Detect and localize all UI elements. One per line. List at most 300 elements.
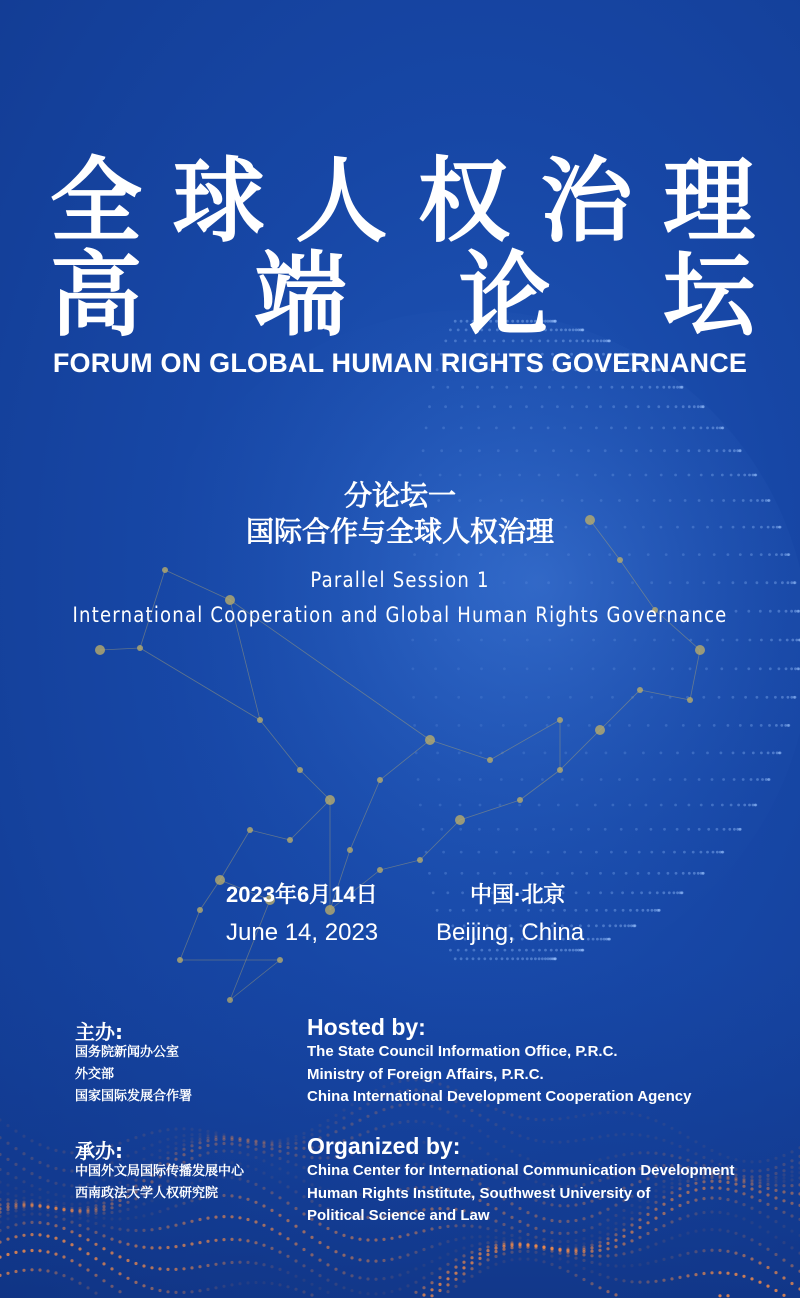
wave-dot	[374, 1260, 377, 1263]
wave-dot	[582, 1250, 585, 1253]
wave-dot	[718, 1271, 721, 1274]
wave-dot	[662, 1153, 665, 1156]
wave-dot	[126, 1277, 129, 1280]
globe-dot	[552, 828, 555, 831]
wave-dot	[470, 1141, 473, 1144]
wave-dot	[294, 1207, 297, 1210]
network-node	[257, 717, 263, 723]
globe-dot	[693, 405, 696, 408]
wave-dot	[262, 1142, 265, 1145]
wave-dot	[382, 1125, 385, 1128]
globe-dot	[541, 405, 544, 408]
globe-dot	[676, 386, 679, 389]
globe-dot	[787, 724, 790, 727]
date-en: June 14, 2023	[226, 919, 379, 946]
globe-dot	[628, 804, 631, 807]
wave-dot	[190, 1266, 193, 1269]
host-en: Ministry of Foreign Affairs, P.R.C.	[307, 1065, 544, 1083]
globe-dot	[649, 386, 652, 389]
wave-dot	[622, 1153, 625, 1156]
globe-dot	[479, 804, 482, 807]
wave-dot	[238, 1139, 241, 1142]
network-node	[637, 687, 643, 693]
wave-dot	[190, 1140, 193, 1143]
wave-dot	[630, 1152, 633, 1155]
globe-dot	[440, 828, 443, 831]
wave-dot	[262, 1244, 265, 1247]
wave-dot	[102, 1224, 105, 1227]
wave-dot	[38, 1161, 41, 1164]
wave-dot	[14, 1176, 17, 1179]
globe-dot	[716, 427, 719, 430]
wave-dot	[334, 1283, 337, 1286]
globe-dot	[722, 778, 725, 781]
wave-dot	[542, 1238, 545, 1241]
globe-dot	[624, 752, 627, 755]
wave-dot	[742, 1235, 745, 1238]
wave-dot	[654, 1260, 657, 1263]
wave-dot	[518, 1154, 521, 1157]
wave-dot	[670, 1237, 673, 1240]
globe-dot	[532, 949, 535, 952]
wave-dot	[766, 1248, 769, 1251]
globe-dot	[647, 909, 650, 912]
wave-dot	[6, 1158, 9, 1161]
wave-dot	[350, 1274, 353, 1277]
globe-dot	[588, 724, 591, 727]
network-node	[377, 777, 383, 783]
wave-dot	[174, 1147, 177, 1150]
wave-dot	[590, 1254, 593, 1257]
globe-dot	[794, 610, 797, 613]
wave-dot	[622, 1252, 625, 1255]
globe-dot	[599, 405, 602, 408]
wave-dot	[70, 1214, 73, 1217]
session-en-theme: International Cooperation and Global Human Rights Governance	[72, 603, 728, 627]
wave-dot	[150, 1228, 153, 1231]
wave-dot	[630, 1112, 633, 1115]
wave-dot	[246, 1281, 249, 1284]
wave-dot	[614, 1155, 617, 1158]
wave-dot	[550, 1239, 553, 1242]
globe-dot	[660, 804, 663, 807]
wave-dot	[470, 1236, 473, 1239]
globe-dot	[748, 804, 751, 807]
globe-dot	[497, 449, 500, 452]
wave-dot	[214, 1286, 217, 1289]
globe-dot	[564, 752, 567, 755]
wave-dot	[246, 1180, 249, 1183]
wave-dot	[270, 1265, 273, 1268]
wave-dot	[782, 1259, 785, 1262]
wave-dot	[686, 1136, 689, 1139]
wave-dot	[54, 1182, 57, 1185]
wave-dot	[438, 1256, 441, 1259]
wave-dot	[334, 1250, 337, 1253]
globe-dot	[564, 949, 567, 952]
wave-dot	[526, 1137, 529, 1140]
wave-dot	[782, 1225, 785, 1228]
network-link	[180, 910, 200, 960]
globe-dot	[650, 449, 653, 452]
globe-dot	[676, 891, 679, 894]
globe-dot	[460, 851, 463, 854]
wave-dot	[142, 1147, 145, 1150]
globe-dot	[769, 667, 772, 670]
wave-dot	[206, 1288, 209, 1291]
wave-dot	[510, 1234, 513, 1237]
organizer-en: Political Science and Law	[307, 1207, 490, 1224]
wave-dot	[62, 1169, 65, 1172]
globe-dot	[458, 778, 461, 781]
globe-dot	[631, 386, 634, 389]
wave-dot	[502, 1237, 505, 1240]
wave-dot	[70, 1277, 73, 1280]
network-node	[297, 767, 303, 773]
globe-dot	[437, 778, 440, 781]
wave-dot	[46, 1208, 49, 1211]
wave-dot	[182, 1139, 185, 1142]
globe-dot	[619, 924, 622, 927]
wave-dot	[470, 1251, 473, 1254]
wave-dot	[166, 1138, 169, 1141]
globe-dot	[594, 804, 597, 807]
wave-dot	[662, 1279, 665, 1282]
globe-dot	[749, 639, 752, 642]
globe-dot	[425, 427, 428, 430]
globe-dot	[775, 724, 778, 727]
wave-dot	[638, 1263, 641, 1266]
globe-dot	[733, 778, 736, 781]
wave-dot	[6, 1226, 9, 1229]
wave-dot	[102, 1212, 105, 1215]
wave-dot	[758, 1211, 761, 1214]
wave-dot	[734, 1232, 737, 1235]
title-char: 权	[417, 148, 510, 255]
wave-dot	[86, 1214, 89, 1217]
wave-dot	[734, 1214, 737, 1217]
globe-dot	[707, 828, 710, 831]
wave-dot	[654, 1152, 657, 1155]
globe-dot	[477, 851, 480, 854]
wave-dot	[526, 1233, 529, 1236]
wave-dot	[590, 1270, 593, 1273]
title-char: 高	[50, 242, 143, 349]
wave-dot	[406, 1233, 409, 1236]
wave-dot	[734, 1190, 737, 1193]
wave-dot	[518, 1134, 521, 1137]
wave-dot	[238, 1261, 241, 1264]
globe-dot	[653, 639, 656, 642]
globe-dot	[534, 828, 537, 831]
wave-dot	[198, 1218, 201, 1221]
globe-dot	[778, 610, 781, 613]
globe-dot	[478, 957, 481, 960]
wave-dot	[278, 1283, 281, 1286]
globe-dot	[711, 804, 714, 807]
globe-dot	[477, 872, 480, 875]
wave-dot	[790, 1159, 793, 1162]
wave-dot	[702, 1249, 705, 1252]
wave-dot	[294, 1135, 297, 1138]
wave-dot	[190, 1220, 193, 1223]
wave-dot	[414, 1251, 417, 1254]
globe-dot	[611, 386, 614, 389]
wave-dot	[494, 1241, 497, 1244]
wave-dot	[182, 1222, 185, 1225]
wave-dot	[590, 1137, 593, 1140]
wave-dot	[46, 1250, 49, 1253]
globe-dot	[555, 949, 558, 952]
wave-dot	[374, 1238, 377, 1241]
wave-dot	[22, 1208, 25, 1211]
wave-dot	[182, 1143, 185, 1146]
wave-dot	[286, 1202, 289, 1205]
globe-dot	[569, 696, 572, 699]
wave-dot	[630, 1280, 633, 1283]
wave-dot	[38, 1213, 41, 1216]
globe-dot	[534, 957, 537, 960]
wave-dot	[238, 1151, 241, 1154]
globe-dot	[662, 891, 665, 894]
globe-dot	[561, 778, 564, 781]
wave-dot	[22, 1152, 25, 1155]
globe-dot	[739, 553, 742, 556]
globe-dot	[759, 667, 762, 670]
wave-dot	[438, 1289, 441, 1292]
globe-dot	[657, 872, 660, 875]
wave-dot	[54, 1271, 57, 1274]
wave-dot	[190, 1290, 193, 1293]
wave-dot	[222, 1142, 225, 1145]
wave-dot	[366, 1259, 369, 1262]
wave-dot	[214, 1138, 217, 1141]
wave-dot	[326, 1119, 329, 1122]
wave-dot	[22, 1168, 25, 1171]
wave-dot	[286, 1285, 289, 1288]
wave-dot	[414, 1231, 417, 1234]
wave-dot	[238, 1238, 241, 1241]
network-node	[197, 907, 203, 913]
globe-dot	[688, 804, 691, 807]
wave-dot	[766, 1285, 769, 1288]
globe-dot	[460, 957, 463, 960]
wave-dot	[166, 1268, 169, 1271]
wave-dot	[198, 1154, 201, 1157]
wave-dot	[246, 1218, 249, 1221]
wave-dot	[502, 1260, 505, 1263]
network-node	[287, 837, 293, 843]
wave-dot	[262, 1151, 265, 1154]
globe-dot	[713, 553, 716, 556]
wave-dot	[430, 1272, 433, 1275]
globe-dot	[795, 639, 798, 642]
wave-dot	[358, 1291, 361, 1294]
globe-dot	[640, 891, 643, 894]
wave-dot	[774, 1289, 777, 1292]
globe-dot	[442, 851, 445, 854]
wave-dot	[286, 1171, 289, 1174]
wave-dot	[206, 1144, 209, 1147]
wave-dot	[478, 1114, 481, 1117]
wave-dot	[750, 1160, 753, 1163]
wave-dot	[6, 1253, 9, 1256]
globe-dot	[669, 778, 672, 781]
wave-dot	[790, 1230, 793, 1233]
wave-dot	[494, 1255, 497, 1258]
globe-dot	[693, 872, 696, 875]
session-cn-theme: 国际合作与全球人权治理	[245, 515, 554, 548]
globe-dot	[750, 724, 753, 727]
wave-dot	[6, 1217, 9, 1220]
wave-dot	[174, 1291, 177, 1294]
wave-dot	[262, 1263, 265, 1266]
wave-dot	[158, 1149, 161, 1152]
wave-dot	[518, 1236, 521, 1239]
globe-dot	[675, 405, 678, 408]
wave-dot	[366, 1292, 369, 1295]
organizer-cn: 西南政法大学人权研究院	[75, 1186, 219, 1201]
wave-dot	[462, 1266, 465, 1269]
globe-dot	[411, 639, 414, 642]
wave-dot	[486, 1253, 489, 1256]
wave-dot	[262, 1187, 265, 1190]
globe-dot	[650, 851, 653, 854]
wave-dot	[502, 1248, 505, 1251]
wave-dot	[206, 1264, 209, 1267]
wave-dot	[102, 1217, 105, 1220]
globe-dot	[562, 386, 565, 389]
wave-dot	[390, 1276, 393, 1279]
globe-dot	[656, 891, 659, 894]
globe-dot	[602, 924, 605, 927]
wave-dot	[534, 1139, 537, 1142]
globe-dot	[743, 804, 746, 807]
globe-dot	[548, 639, 551, 642]
wave-dot	[78, 1247, 81, 1250]
globe-dot	[775, 553, 778, 556]
wave-dot	[742, 1175, 745, 1178]
wave-dot	[142, 1246, 145, 1249]
globe-dot	[544, 752, 547, 755]
wave-dot	[470, 1109, 473, 1112]
wave-dot	[150, 1287, 153, 1290]
globe-dot	[645, 804, 648, 807]
wave-dot	[310, 1269, 313, 1272]
globe-dot	[716, 828, 719, 831]
wave-dot	[166, 1145, 169, 1148]
wave-dot	[422, 1286, 425, 1289]
wave-dot	[742, 1185, 745, 1188]
globe-dot	[491, 386, 494, 389]
globe-dot	[571, 872, 574, 875]
globe-dot	[479, 778, 482, 781]
event-date	[226, 878, 378, 947]
wave-dot	[22, 1180, 25, 1183]
wave-dot	[614, 1111, 617, 1114]
wave-dot	[766, 1203, 769, 1206]
wave-dot	[750, 1238, 753, 1241]
wave-dot	[134, 1244, 137, 1247]
wave-dot	[254, 1281, 257, 1284]
globe-dot	[525, 872, 528, 875]
wave-dot	[558, 1257, 561, 1260]
globe-dot	[733, 828, 736, 831]
globe-dot	[774, 581, 777, 584]
wave-dot	[246, 1198, 249, 1201]
globe-dot	[628, 724, 631, 727]
wave-dot	[494, 1236, 497, 1239]
wave-dot	[606, 1264, 609, 1267]
wave-dot	[342, 1271, 345, 1274]
globe-dot	[579, 851, 582, 854]
globe-dot	[768, 778, 771, 781]
wave-dot	[94, 1292, 97, 1295]
wave-dot	[702, 1228, 705, 1231]
globe-dot	[667, 872, 670, 875]
globe-dot	[436, 752, 439, 755]
wave-dot	[142, 1134, 145, 1137]
wave-dot	[302, 1155, 305, 1158]
globe-dot	[600, 778, 603, 781]
wave-dot	[54, 1201, 57, 1204]
network-node	[137, 645, 143, 651]
globe-dot	[608, 553, 611, 556]
wave-dot	[286, 1255, 289, 1258]
wave-dot	[598, 1286, 601, 1289]
wave-dot	[262, 1145, 265, 1148]
wave-dot	[390, 1258, 393, 1261]
wave-dot	[574, 1244, 577, 1247]
wave-dot	[86, 1211, 89, 1214]
wave-dot	[270, 1228, 273, 1231]
wave-dot	[342, 1108, 345, 1111]
globe-dot	[772, 752, 775, 755]
wave-dot	[510, 1131, 513, 1134]
wave-dot	[750, 1221, 753, 1224]
wave-dot	[54, 1253, 57, 1256]
globe-dot	[779, 752, 782, 755]
wave-dot	[582, 1229, 585, 1232]
wave-dot	[646, 1245, 649, 1248]
wave-dot	[54, 1149, 57, 1152]
network-node	[487, 757, 493, 763]
wave-dot	[6, 1212, 9, 1215]
wave-dot	[86, 1252, 89, 1255]
wave-dot	[350, 1123, 353, 1126]
wave-dot	[126, 1208, 129, 1211]
globe-dot	[570, 449, 573, 452]
wave-dot	[398, 1288, 401, 1291]
wave-dot	[622, 1279, 625, 1282]
wave-dot	[270, 1282, 273, 1285]
wave-dot	[542, 1260, 545, 1263]
wave-dot	[302, 1279, 305, 1282]
wave-dot	[494, 1247, 497, 1250]
wave-dot	[590, 1261, 593, 1264]
wave-dot	[438, 1267, 441, 1270]
wave-dot	[430, 1294, 433, 1297]
globe-dot	[770, 639, 773, 642]
wave-dot	[734, 1158, 737, 1161]
wave-dot	[174, 1245, 177, 1248]
wave-dot	[718, 1153, 721, 1156]
globe-dot	[627, 924, 630, 927]
globe-dot	[629, 909, 632, 912]
wave-dot	[390, 1237, 393, 1240]
globe-dot	[631, 891, 634, 894]
wave-dot	[574, 1257, 577, 1260]
